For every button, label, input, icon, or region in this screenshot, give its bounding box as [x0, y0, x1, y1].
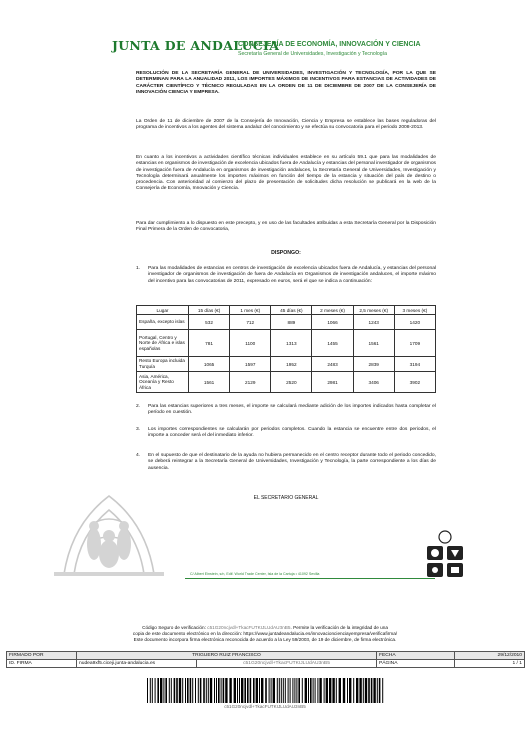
footer-divider — [185, 578, 435, 579]
signer-title: EL SECRETARIO GENERAL — [253, 495, 319, 501]
verification-line-2: copia de este documento electrónico en la dirección: https://www.juntadeandalucia.es/innovacioncienciayempresa/verificafirma/ — [132, 630, 398, 636]
list-item-text: En el supuesto de que el destinatario de la ayuda no hubiera permanecido en el centro receptor durante todo el periodo concedido, se deberá reintegrar a la Secretaría General de Universidades, Investigación y Tecnología, la parte correspondiente a los días de ausencia. — [148, 453, 436, 471]
table-cell: 2981 — [312, 372, 353, 393]
verification-suffix: . Permite la verificación de la integridad de una — [290, 625, 388, 630]
table-header-row — [137, 306, 436, 315]
signature-table — [6, 651, 525, 668]
footer-address: C/ Albert Einstein, s/n, Edif. World Trade Center, Isla de la Cartuja • 41092 Sevilla — [190, 572, 320, 576]
date-value: 29/12/2010 — [455, 652, 525, 660]
table-cell: 3902 — [394, 372, 435, 393]
table-cell: 2520 — [271, 372, 312, 393]
signature-row — [7, 660, 525, 668]
table-cell: 1709 — [394, 330, 435, 357]
barcode-caption: c51G20ncjvdl+TkacFUTKIJLUdAU3nB5 — [224, 704, 306, 709]
table-cell: 1313 — [271, 330, 312, 357]
table-cell: 2483 — [312, 357, 353, 372]
table-row — [137, 330, 436, 357]
signature-row — [7, 652, 525, 660]
table-cell: 712 — [230, 315, 271, 330]
table-cell: 2129 — [230, 372, 271, 393]
table-cell: 1100 — [230, 330, 271, 357]
list-item-1 — [136, 266, 436, 285]
table-row — [137, 372, 436, 393]
list-item-number: 3. — [136, 427, 141, 432]
table-cell: 3406 — [353, 372, 394, 393]
list-item-number: 4. — [136, 453, 141, 458]
table-cell-lugar: España, excepto islas — [137, 315, 189, 330]
signature-id-value: nudea9xf5.ciceji.junta-andalucia.es — [77, 660, 197, 668]
table-cell: 532 — [189, 315, 230, 330]
table-cell: 1597 — [230, 357, 271, 372]
table-header: 2,5 meses (€) — [353, 306, 394, 315]
consejeria-name: CONSEJERÍA DE ECONOMÍA, INNOVACIÓN Y CIENCIA — [238, 41, 421, 48]
table-header: 3 meses (€) — [394, 306, 435, 315]
paragraph-1: La Orden de 11 de diciembre de 2007 de la Consejería de Innovación, Ciencia y Empresa se establece las bases reguladoras del programa de incentivos a los agentes del sistema andaluz del conocimiento y se efectúa su convocatoria para el periodo 2008-2013. — [136, 119, 436, 131]
list-item-3 — [136, 427, 436, 440]
page-value: 1 / 1 — [455, 660, 525, 668]
list-item-number: 1. — [136, 266, 141, 271]
junta-de-andalucia-logo: JUNTA DE ANDALUCIA — [112, 38, 280, 53]
table-cell: 781 — [189, 330, 230, 357]
verification-notice — [10, 625, 520, 642]
secretaria-name: Secretaría General de Universidades, Investigación y Tecnología — [238, 51, 387, 57]
verification-line-3: Este documento incorpora firma electrónica reconocida de acuerdo a la Ley 59/2003, de 19 de diciembre, de firma electrónica. — [133, 636, 397, 642]
table-cell: 1455 — [312, 330, 353, 357]
table-cell: 889 — [271, 315, 312, 330]
list-item-number: 2. — [136, 404, 141, 409]
list-item-text: Para las modalidades de estancias en centros de investigación de excelencia ubicados fuera de Andalucía, y estancias del personal investigador de organismos de investigación de fuera de Andalucía en Organismos de investigación andaluces, el importe máximo del incentivo para las convocatorias de 2011, expresado en euros, será el que se indica a continuación: — [148, 266, 436, 284]
andalucia-emblem-watermark — [34, 484, 184, 580]
table-cell: 1065 — [189, 357, 230, 372]
signed-by-value: TRIGUERO RUIZ FRANCISCO — [77, 652, 377, 660]
table-cell: 1561 — [189, 372, 230, 393]
signature-code: c51G20ncjvdl+TkacFUTKIJLUdAU3nB5 — [197, 660, 377, 668]
table-header: 45 días (€) — [271, 306, 312, 315]
signed-by-label: FIRMADO POR — [7, 652, 77, 660]
table-header: Lugar — [137, 306, 189, 315]
table-row — [137, 357, 436, 372]
table-cell: 1066 — [312, 315, 353, 330]
table-header: 15 días (€) — [189, 306, 230, 315]
table-cell-lugar: Asia, América, Oceanía y Resto África — [137, 372, 189, 393]
signature-id-label: ID. FIRMA — [7, 660, 77, 668]
page-label: PÁGINA — [377, 660, 455, 668]
table-header: 1 mes (€) — [230, 306, 271, 315]
resolution-title: RESOLUCIÓN DE LA SECRETARÍA GENERAL DE UNIVERSIDADES, INVESTIGACIÓN Y TECNOLOGÍA, POR LA QUE SE DETERMINAN PARA LA ANUALIDAD 2011, LOS IMPORTES MÁXIMOS DE INCENTIVOS PARA ESTANCIAS DE ACTIVIDADES DE CARÁCTER CIENTÍFICO Y TÉCNICO REGULADAS EN LA ORDEN DE 11 DE DICIEMBRE DE 2007 DE LA CONSEJERÍA DE INNOVACIÓN CIENCIA Y EMPRESA. — [136, 71, 436, 95]
list-item-text: Los importes correspondientes se calcularán por periodos completos. Cuando la estancia se encuentre entre dos periodos, el importe a conceder será el del inmediato inferior. — [148, 427, 436, 439]
table-cell: 1243 — [353, 315, 394, 330]
verification-barcode — [145, 678, 385, 703]
table-cell: 1952 — [271, 357, 312, 372]
table-cell: 1420 — [394, 315, 435, 330]
paragraph-2: En cuanto a los incentivos a actividades científico técnicas individuales establece en su artículo 59.1 que para las modalidades de estancias en organismos de investigación de excelencia ubicados fuera de Andalucía y estancias del personal investigador de organismos de investigación fuera de Andalucía en organismos de investigación andaluces, la Secretaría General de Universidades, Investigación y Tecnología determinará anualmente los importes máximos en función del tiempo de la estancia y situación del país de destino o procedencia. Con anterioridad al comienzo del plazo de presentación de solicitudes dicha resolución se publicará en la web de la Consejería de Economía, Innovación y Ciencia. — [136, 155, 436, 192]
date-label: FECHA — [377, 652, 455, 660]
list-item-text: Para las estancias superiores a tres meses, el importe se calculará mediante adición de los importes indicados hasta completar el período en cuestión. — [148, 404, 436, 416]
table-cell: 1561 — [353, 330, 394, 357]
list-item-4 — [136, 453, 436, 472]
table-cell: 2839 — [353, 357, 394, 372]
table-cell-lugar: Portugal, Centro y Norte de África e islas españolas — [137, 330, 189, 357]
verification-code: c51G20ncjvdl+TkacFUTKIJLUdAU3nB5 — [207, 625, 291, 630]
quality-seal-icons — [425, 530, 467, 580]
list-item-2 — [136, 404, 436, 417]
table-row — [137, 315, 436, 330]
verification-prefix: Código Seguro de verificación: — [142, 625, 206, 630]
dispongo-heading: DISPONGO: — [271, 250, 301, 256]
table-header: 2 meses (€) — [312, 306, 353, 315]
table-cell: 3194 — [394, 357, 435, 372]
table-cell-lugar: Resto Europa incluida Turquía — [137, 357, 189, 372]
incentive-amounts-table — [136, 305, 436, 393]
paragraph-3: Para dar cumplimiento a lo dispuesto en este precepto, y en uso de las facultades atribuidas a esta Secretaría General por la Disposición Final Primera de la Orden de convocatoria, — [136, 221, 436, 233]
